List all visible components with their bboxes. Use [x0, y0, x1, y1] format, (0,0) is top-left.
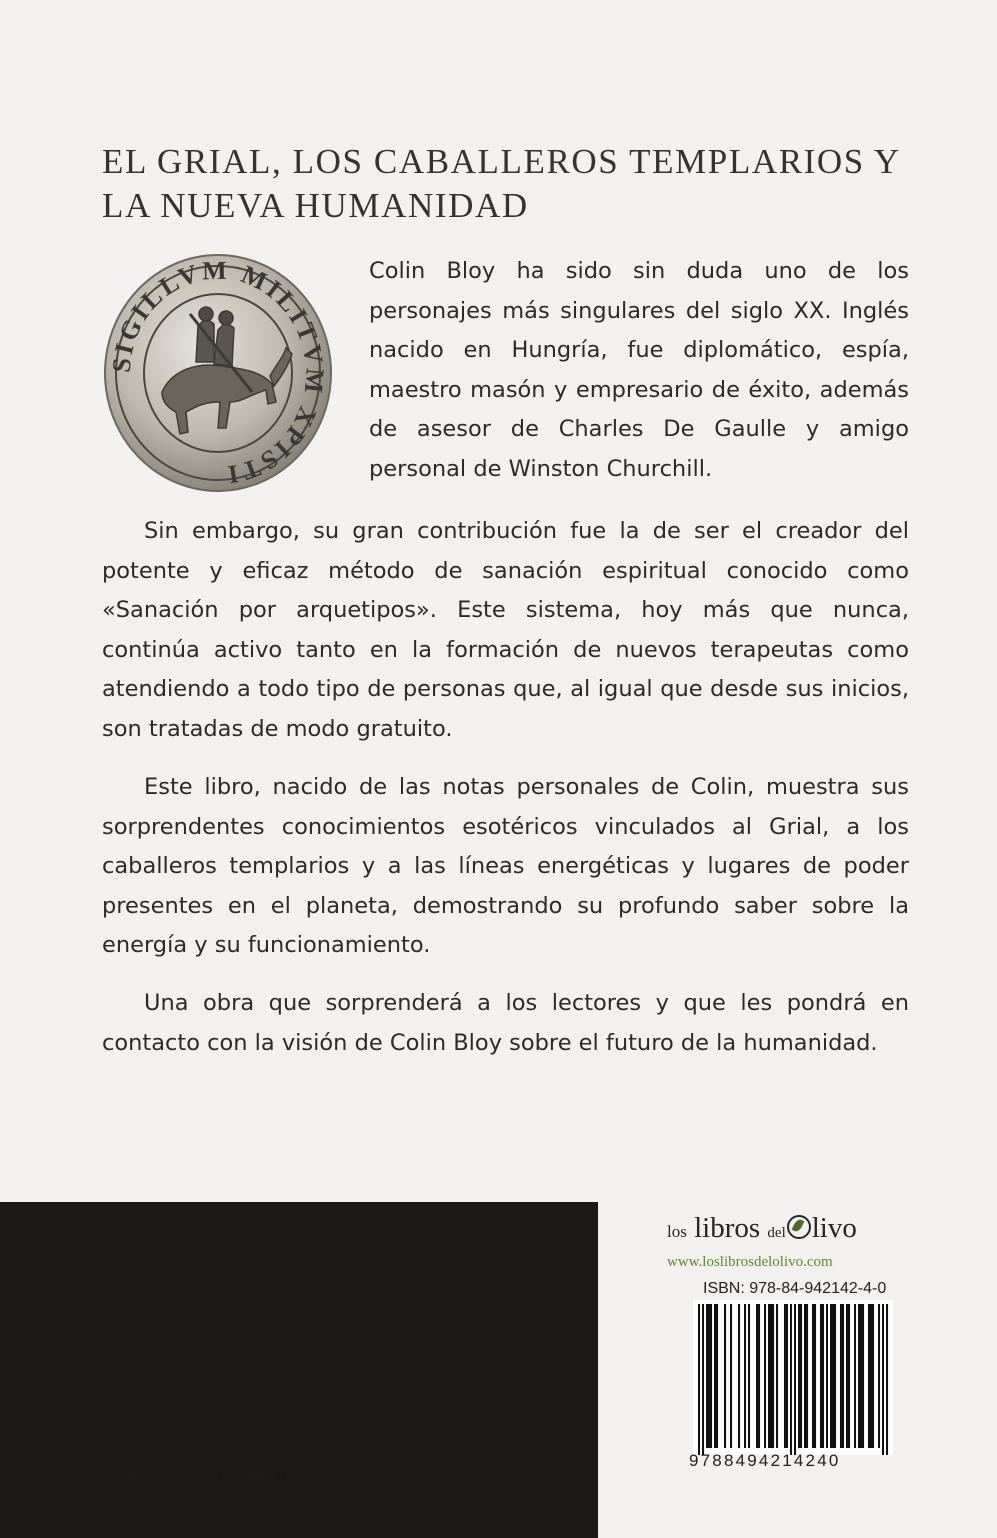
publisher-los: los	[667, 1222, 687, 1241]
barcode-bar	[834, 1304, 836, 1448]
barcode-bar	[772, 1304, 774, 1448]
barcode-bar	[814, 1304, 816, 1448]
barcode-bar	[790, 1304, 792, 1455]
barcode-bar	[764, 1304, 766, 1448]
barcode-bar	[846, 1304, 848, 1448]
barcode-bar	[848, 1304, 850, 1448]
barcode-bar	[748, 1304, 750, 1448]
barcode-bar	[820, 1304, 822, 1448]
barcode-bar	[812, 1304, 814, 1448]
publisher-libros: libros	[694, 1212, 761, 1244]
title-line-1: EL GRIAL, LOS CABALLEROS TEMPLARIOS Y	[102, 142, 901, 181]
barcode-bar	[716, 1304, 718, 1448]
barcode-bar	[738, 1304, 740, 1448]
publisher-livo: livo	[811, 1212, 857, 1244]
barcode-bar	[804, 1304, 806, 1448]
barcode-bar	[862, 1304, 864, 1448]
barcode-bar	[870, 1304, 872, 1448]
barcode-bar	[822, 1304, 824, 1448]
collection-label	[102, 1462, 294, 1490]
barcode-bar	[784, 1304, 786, 1448]
title-line-2: LA NUEVA HUMANIDAD	[102, 186, 529, 225]
barcode-bar	[702, 1304, 704, 1455]
barcode-bar	[698, 1304, 700, 1455]
barcode-bar	[708, 1304, 710, 1448]
barcode-bar	[724, 1304, 726, 1448]
ean-digits: 9788494214240	[689, 1451, 841, 1470]
barcode-bar	[878, 1304, 880, 1448]
olive-icon	[787, 1215, 811, 1239]
isbn-barcode	[693, 1300, 893, 1455]
publisher-website: www.loslibrosdelolivo.com	[667, 1254, 833, 1270]
barcode-bar	[744, 1304, 746, 1448]
barcode-bar	[794, 1304, 796, 1455]
barcode-bar	[872, 1304, 874, 1448]
isbn-label: ISBN: 978-84-942142-4-0	[703, 1280, 887, 1297]
barcode-bar	[730, 1304, 732, 1448]
seal-inscription-text: SIGILLVM MILITVM XPISTI	[106, 255, 330, 490]
barcode-bar	[768, 1304, 770, 1448]
barcode-bar	[776, 1304, 778, 1448]
barcode-bar	[882, 1304, 884, 1455]
barcode-bar	[832, 1304, 834, 1448]
barcode-bar	[840, 1304, 842, 1448]
barcode-bar	[756, 1304, 758, 1448]
collection-prefix: colección	[102, 1468, 182, 1488]
collection-name: El Bosque	[190, 1462, 295, 1489]
barcode-bar	[706, 1304, 708, 1448]
barcode-bar	[826, 1304, 828, 1448]
description-paragraph-1: Colin Bloy ha sido sin duda uno de los personajes más singulares del siglo XX. Inglés nacido en Hungría, fue diplomático, espía, maestro masón y empresario de éxito, además de asesor de Charles De Gaulle y amigo personal de Winston Churchill.	[369, 258, 909, 482]
dark-footer-band	[0, 1202, 598, 1538]
barcode-bar	[868, 1304, 870, 1448]
barcode-bar	[886, 1304, 888, 1455]
barcode-bar	[842, 1304, 844, 1448]
description-paragraph-2: Sin embargo, su gran contribución fue la de ser el creador del potente y eficaz método de sanación espiritual conocido como «Sanación por arquetipos». Este sistema, hoy más que nunca, continúa activo tanto en la formación de nuevos terapeutas como atendiendo a todo tipo de personas que, al igual que desde sus inicios, son tratadas de modo gratuito.	[102, 518, 909, 742]
barcode-bar	[770, 1304, 772, 1448]
barcode-bar	[806, 1304, 808, 1448]
description-paragraph-3: Este libro, nacido de las notas personales de Colin, muestra sus sorprendentes conocimientos esotéricos vinculados al Grial, a los caballeros templarios y a las líneas energéticas y lugares de poder presentes en el planeta, demostrando su profundo saber sobre la energía y su funcionamiento.	[102, 774, 909, 958]
barcode-bar	[800, 1304, 802, 1448]
description-paragraph-4: Una obra que sorprenderá a los lectores y que les pondrá en contacto con la visión de Colin Bloy sobre el futuro de la humanidad.	[102, 990, 909, 1056]
publisher-logo	[667, 1212, 907, 1245]
barcode-bar	[830, 1304, 832, 1448]
barcode-bar	[860, 1304, 862, 1448]
back-cover-title	[102, 140, 922, 228]
templar-seal-image	[102, 252, 334, 494]
barcode-bar	[786, 1304, 788, 1448]
barcode-bar	[798, 1304, 800, 1448]
barcode-bar	[758, 1304, 760, 1448]
publisher-del: del	[767, 1225, 786, 1241]
barcode-bar	[714, 1304, 716, 1448]
barcode-bar	[854, 1304, 856, 1448]
barcode-bar	[710, 1304, 712, 1448]
barcode-bar	[858, 1304, 860, 1448]
